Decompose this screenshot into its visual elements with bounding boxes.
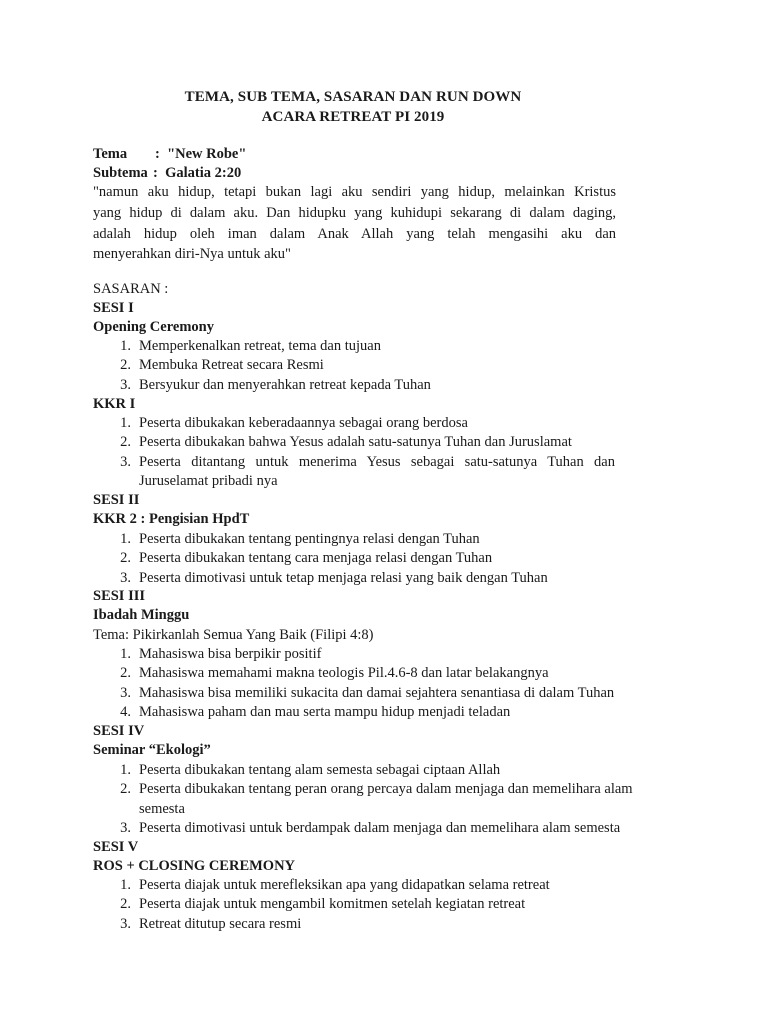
seminar-ekologi-list <box>110 761 678 838</box>
kkr-2-title: KKR 2 : Pengisian HpdT <box>93 511 250 527</box>
tema-row <box>93 145 246 164</box>
tema-separator: : <box>155 146 160 162</box>
subtema-label: Subtema <box>93 165 148 181</box>
sesi-4-heading: SESI IV <box>93 723 145 739</box>
sesi-5-heading: SESI V <box>93 839 139 855</box>
seminar-ekologi-title: Seminar “Ekologi” <box>93 742 211 758</box>
list-item: 3. Peserta ditantang untuk menerima Yesus sebagai satu-satunya Tuhan dan Juruselamat pribadi nya <box>120 453 615 489</box>
list-item: 2. Peserta dibukakan tentang cara menjaga relasi dengan Tuhan <box>120 550 493 567</box>
list-item: 3. Retreat ditutup secara resmi <box>120 915 302 932</box>
list-item: 2. Mahasiswa memahami makna teologis Pil.4.6-8 dan latar belakangnya <box>120 665 549 682</box>
ros-closing-title: ROS + CLOSING CEREMONY <box>93 858 296 874</box>
tema-value: "New Robe" <box>167 146 247 162</box>
sesi-1-heading: SESI I <box>93 300 134 316</box>
list-item: 1. Peserta diajak untuk merefleksikan apa yang didapatkan selama retreat <box>120 877 550 893</box>
ros-closing-list <box>110 876 550 934</box>
ibadah-minggu-list <box>110 645 614 722</box>
list-item: 2. Peserta dibukakan bahwa Yesus adalah satu-satunya Tuhan dan Juruslamat <box>120 434 572 451</box>
kkr-1-title: KKR I <box>93 396 136 412</box>
document-title-line-2: ACARA RETREAT PI 2019 <box>261 109 445 125</box>
subtema-value: Galatia 2:20 <box>165 165 242 181</box>
verse-line-3: adalah hidup oleh iman dalam Anak Allah yang telah mengasihi aku dan <box>93 226 616 242</box>
list-item: 3. Peserta dimotivasi untuk tetap menjaga relasi yang baik dengan Tuhan <box>120 569 548 586</box>
document-title-line-1: TEMA, SUB TEMA, SASARAN DAN RUN DOWN <box>184 89 522 105</box>
tema-label: Tema <box>93 146 128 162</box>
subtema-separator: : <box>153 165 158 181</box>
verse-line-4: menyerahkan diri-Nya untuk aku" <box>93 246 291 262</box>
kkr-2-list <box>110 530 548 588</box>
verse-line-2: yang hidup di dalam aku. Dan hidupku yang kuhidupi sekarang di dalam daging, <box>93 205 616 221</box>
list-item: 1. Mahasiswa bisa berpikir positif <box>120 646 322 662</box>
list-item: 2. Peserta diajak untuk mengambil komitmen setelah kegiatan retreat <box>120 896 526 913</box>
sesi-2-heading: SESI II <box>93 492 140 508</box>
list-item: 3. Mahasiswa bisa memiliki sukacita dan damai sejahtera senantiasa di dalam Tuhan <box>120 684 615 701</box>
list-item: 2. Peserta dibukakan tentang peran orang percaya dalam menjaga dan memelihara alam semesta <box>120 781 633 817</box>
list-item: 3. Bersyukur dan menyerahkan retreat kepada Tuhan <box>120 376 431 393</box>
list-item: 1. Peserta dibukakan tentang alam semesta sebagai ciptaan Allah <box>120 762 501 778</box>
list-item: 2. Membuka Retreat secara Resmi <box>120 357 324 374</box>
opening-ceremony-title: Opening Ceremony <box>93 319 214 335</box>
kkr-1-list <box>110 414 615 491</box>
verse-line-1: "namun aku hidup, tetapi bukan lagi aku sendiri yang hidup, melainkan Kristus <box>93 184 616 200</box>
list-item: 1. Peserta dibukakan tentang pentingnya relasi dengan Tuhan <box>120 531 480 547</box>
sasaran-heading: SASARAN : <box>93 281 169 297</box>
list-item: 1. Peserta dibukakan keberadaannya sebagai orang berdosa <box>120 415 468 431</box>
subtema-row <box>93 164 241 183</box>
sesi-3-heading: SESI III <box>93 588 145 604</box>
list-item: 3. Peserta dimotivasi untuk berdampak dalam menjaga dan memelihara alam semesta <box>120 819 621 836</box>
list-item: 1. Memperkenalkan retreat, tema dan tujuan <box>120 338 381 354</box>
list-item: 4. Mahasiswa paham dan mau serta mampu hidup menjadi teladan <box>120 703 511 720</box>
opening-ceremony-list <box>110 337 431 395</box>
ibadah-minggu-title: Ibadah Minggu <box>93 607 190 623</box>
ibadah-minggu-tema: Tema: Pikirkanlah Semua Yang Baik (Filipi 4:8) <box>93 627 374 643</box>
